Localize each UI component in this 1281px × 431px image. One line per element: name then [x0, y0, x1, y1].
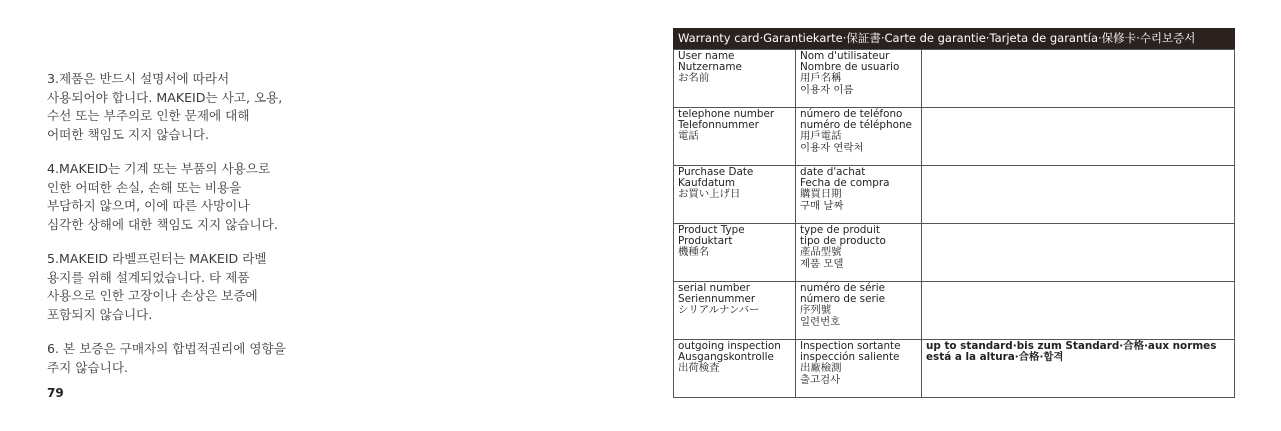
warranty-table [673, 49, 1235, 398]
field-label-cell-2 [796, 108, 922, 166]
field-label-line: 出荷検査 [678, 362, 720, 375]
field-label-line: telephone number [678, 108, 775, 120]
field-label-cell [674, 166, 796, 224]
field-label-cell [674, 282, 796, 340]
outgoing-inspection-row [674, 340, 1235, 398]
field-label-cell-2 [796, 282, 922, 340]
field-label-line: 用戶電話 [800, 130, 842, 143]
field-label-cell [674, 108, 796, 166]
field-label-line: Purchase Date [678, 166, 754, 178]
field-label-cell-2 [796, 224, 922, 282]
field-label-line: outgoing inspection [678, 340, 781, 352]
paragraph-5: 5.MAKEID 라벨프린터는 MAKEID 라벨 용지를 위해 설계되었습니다. 타 제품 사용으로 인한 고장이나 손상은 보증에 포함되지 않습니다. [47, 251, 267, 322]
field-value-line: up to standard·bis zum Standard·合格·aux normes [926, 340, 1217, 352]
field-label-line: número de serie [800, 293, 886, 306]
field-label-line: Inspection sortante [800, 340, 901, 352]
field-label-line: Ausgangskontrolle [678, 351, 774, 364]
field-label-line: Nom d'utilisateur [800, 50, 890, 62]
serial-number-row [674, 282, 1235, 340]
warranty-card [673, 28, 1235, 398]
left-page-text [47, 70, 367, 393]
field-label-line: 구매 날짜 [800, 199, 844, 212]
field-label-line: 이용자 이름 [800, 83, 854, 96]
field-value-line: está a la altura·合格·합격 [926, 351, 1064, 364]
field-label-cell-2 [796, 340, 922, 398]
page-number: 79 [47, 386, 64, 400]
field-label-line: 출고검사 [800, 373, 841, 386]
field-value-cell [922, 108, 1235, 166]
paragraph-6: 6. 본 보증은 구매자의 합법적권리에 영향을 주지 않습니다. [47, 341, 286, 375]
user-name-row [674, 50, 1235, 108]
field-label-line: Kaufdatum [678, 177, 735, 190]
field-label-line: 購買日期 [800, 188, 842, 201]
field-label-line: serial number [678, 282, 751, 294]
field-value-cell [922, 166, 1235, 224]
field-value-cell [922, 340, 1235, 398]
field-value-cell [922, 224, 1235, 282]
warranty-card-header: Warranty card·Garantiekarte·保証書·Carte de garantie·Tarjeta de garantía·保修卡·수리보증서 [673, 28, 1235, 49]
field-label-line: 出廠檢測 [800, 362, 842, 375]
product-type-row [674, 224, 1235, 282]
field-label-line: type de produit [800, 224, 880, 236]
telephone-row [674, 108, 1235, 166]
field-label-line: 電話 [678, 130, 699, 143]
field-label-line: お買い上げ日 [678, 188, 741, 201]
field-label-line: numéro de téléphone [800, 119, 912, 132]
field-label-line: 이용자 연락처 [800, 141, 864, 154]
field-label-line: tipo de producto [800, 235, 886, 248]
paragraph-4: 4.MAKEID는 기계 또는 부품의 사용으로 인한 어떠한 손실, 손해 또는 비용을 부담하지 않으며, 이에 따른 사망이나 심각한 상해에 대한 책임도 지지 않습니다. [47, 161, 278, 232]
field-label-cell [674, 50, 796, 108]
field-label-line: Product Type [678, 224, 745, 236]
field-label-line: シリアルナンバー [678, 304, 760, 317]
field-label-cell [674, 224, 796, 282]
field-value-cell [922, 50, 1235, 108]
field-label-line: Produktart [678, 235, 733, 248]
field-label-line: Fecha de compra [800, 177, 890, 190]
purchase-date-row [674, 166, 1235, 224]
field-label-cell-2 [796, 166, 922, 224]
field-label-line: User name [678, 50, 735, 62]
field-label-line: date d'achat [800, 166, 866, 178]
field-label-line: Nutzername [678, 61, 742, 74]
field-label-cell-2 [796, 50, 922, 108]
paragraph-3: 3.제품은 반드시 설명서에 따라서 사용되어야 합니다. MAKEID는 사고, 오용, 수선 또는 부주의로 인한 문제에 대해 어떠한 책임도 지지 않습니다. [47, 71, 283, 142]
field-value-cell [922, 282, 1235, 340]
field-label-line: 序列號 [800, 304, 832, 317]
field-label-line: 機種名 [678, 246, 710, 259]
field-label-line: número de teléfono [800, 108, 903, 120]
field-label-line: 제품 모델 [800, 257, 844, 270]
field-label-line: 일련번호 [800, 315, 841, 328]
field-label-line: numéro de série [800, 282, 886, 294]
field-label-cell [674, 340, 796, 398]
field-label-line: Nombre de usuario [800, 61, 900, 74]
field-label-line: 用戶名稱 [800, 72, 842, 85]
field-label-line: Telefonnummer [678, 119, 759, 132]
field-label-line: 產品型號 [800, 246, 842, 259]
field-label-line: Seriennummer [678, 293, 756, 306]
field-label-line: お名前 [678, 72, 710, 85]
field-label-line: inspección saliente [800, 351, 900, 364]
